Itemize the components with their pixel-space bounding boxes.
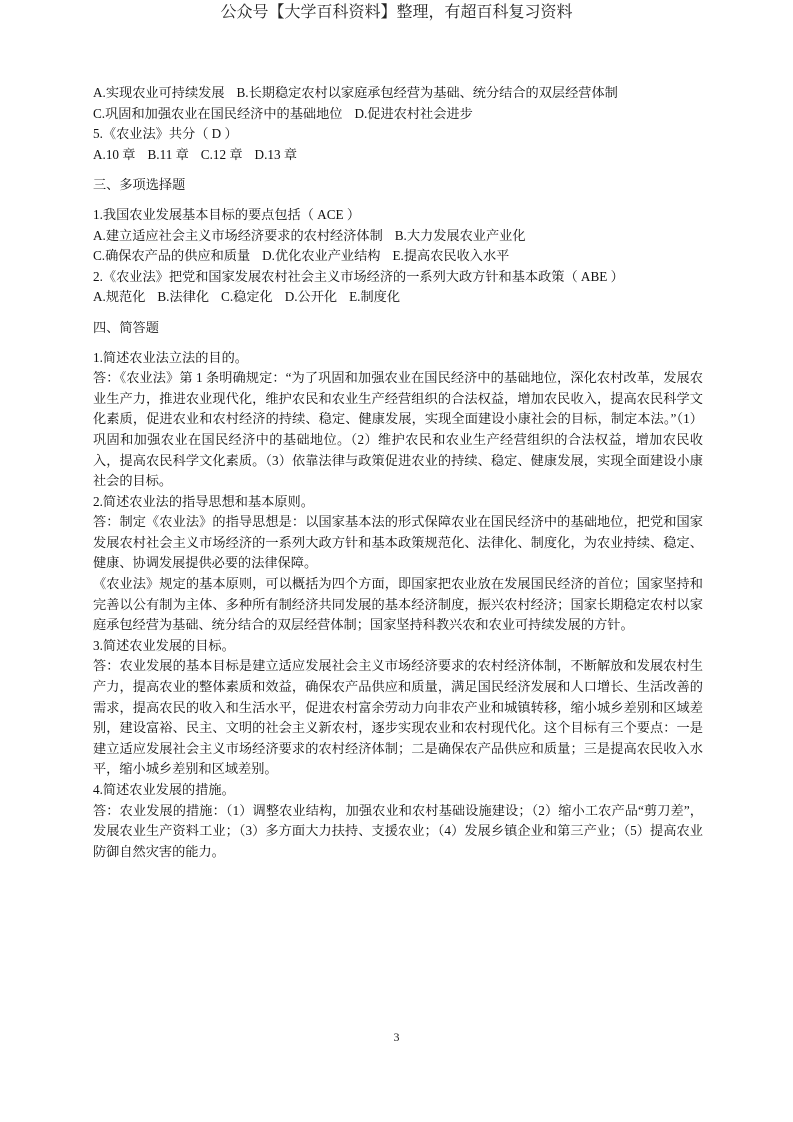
sa-item-2	[93, 492, 703, 636]
sa-item-1	[93, 348, 703, 492]
sa-answer: 答：《农业法》第 1 条明确规定：“为了巩固和加强农业在国民经济中的基础地位，深化农村改革，发展农业生产力，推进农业现代化，维护农民和农业生产经营组织的合法权益，增加农民收入，提高农民科学文化素质，促进农业和农村经济的持续、稳定、健康发展，实现全面建设小康社会的目标，制定本法。”（1）巩固和加强农业在国民经济中的基础地位。（2）维护农民和农业生产经营组织的合法权益，增加农民收入，提高农民科学文化素质。（3）依靠法律与政策促进农业的持续、稳定、健康发展，实现全面建设小康社会的目标。	[93, 370, 703, 489]
option: A.建立适应社会主义市场经济要求的农村经济体制	[93, 227, 383, 243]
sa-item-4	[93, 780, 703, 862]
option: C.确保农产品的供应和质量	[93, 248, 251, 264]
page-content	[93, 83, 703, 862]
q5-question: 5.《农业法》共分（ D ）	[93, 126, 238, 142]
q5-options	[93, 145, 703, 166]
sa-item-3	[93, 636, 703, 780]
q4-options-row2	[93, 104, 703, 125]
section-heading-multiple-choice: 三、多项选择题	[93, 177, 186, 193]
option: B.长期稳定农村以家庭承包经营为基础、统分结合的双层经营体制	[236, 85, 618, 100]
mc-q1-question: 1.我国农业发展基本目标的要点包括（ ACE ）	[93, 206, 361, 222]
sa-question: 3.简述农业发展的目标。	[93, 637, 235, 653]
page-header: 公众号【大学百科资料】整理，有超百科复习资料	[220, 4, 573, 21]
option: E.制度化	[349, 289, 401, 305]
mc-q1-options-row2	[93, 246, 703, 267]
sa-answer: 答：制定《农业法》的指导思想是：以国家基本法的形式保障农业在国民经济中的基础地位，把党和国家发展农村社会主义市场经济的一系列大政方针和基本政策规范化、法律化、制度化，为农业持续、稳定、健康、协调发展提供必要的法律保障。	[93, 514, 703, 571]
mc-q2-question: 2.《农业法》把党和国家发展农村社会主义市场经济的一系列大政方针和基本政策（ ABE ）	[93, 268, 624, 284]
option: C.12 章	[200, 146, 243, 162]
option: A.实现农业可持续发展	[93, 85, 225, 100]
option: B.法律化	[157, 289, 210, 305]
option: B.大力发展农业产业化	[394, 227, 526, 243]
section-heading-short-answer: 四、简答题	[93, 319, 159, 335]
option: D.优化农业产业结构	[262, 248, 381, 264]
sa-answer: 答：农业发展的基本目标是建立适应发展社会主义市场经济要求的农村经济体制，不断解放和发展农村生产力，提高农业的整体素质和效益，确保农产品供应和质量，满足国民经济发展和人口增长、生活改善的需求，提高农民的收入和生活水平，促进农村富余劳动力向非农产业和城镇转移，缩小城乡差别和区域差别，建设富裕、民主、文明的社会主义新农村，逐步实现农业和农村现代化。这个目标有三个要点：一是建立适应发展社会主义市场经济要求的农村经济体制；二是确保农产品供应和质量；三是提高农民收入水平，缩小城乡差别和区域差别。	[93, 658, 703, 777]
option: D.促进农村社会进步	[354, 105, 473, 121]
page-number: 3	[393, 1030, 400, 1044]
sa-answer: 《农业法》规定的基本原则，可以概括为四个方面，即国家把农业放在发展国民经济的首位；国家坚持和完善以公有制为主体、多种所有制经济共同发展的基本经济制度，振兴农村经济；国家长期稳定农村以家庭承包经营为基础、统分结合的双层经营体制；国家坚持科教兴农和农业可持续发展的方针。	[93, 576, 703, 633]
sa-question: 2.简述农业法的指导思想和基本原则。	[93, 493, 314, 509]
mc-q2-options	[93, 287, 703, 308]
option: C.稳定化	[221, 289, 273, 305]
sa-answer: 答：农业发展的措施：（1）调整农业结构，加强农业和农村基础设施建设；（2）缩小工农产品“剪刀差”，发展农业生产资料工业；（3）多方面大力扶持、支援农业；（4）发展乡镇企业和第三产业；（5）提高农业防御自然灾害的能力。	[93, 802, 703, 859]
option: A.10 章	[93, 146, 136, 162]
option: E.提高农民收入水平	[392, 248, 510, 264]
mc-q1-options-row1	[93, 226, 703, 247]
option: A.规范化	[93, 289, 146, 305]
sa-question: 4.简述农业发展的措施。	[93, 782, 235, 797]
option: B.11 章	[147, 146, 189, 162]
option: D.13 章	[254, 146, 298, 162]
sa-question: 1.简述农业法立法的目的。	[93, 349, 248, 365]
option: D.公开化	[284, 289, 338, 305]
q4-options-row1	[93, 83, 703, 104]
option: C.巩固和加强农业在国民经济中的基础地位	[93, 105, 343, 121]
